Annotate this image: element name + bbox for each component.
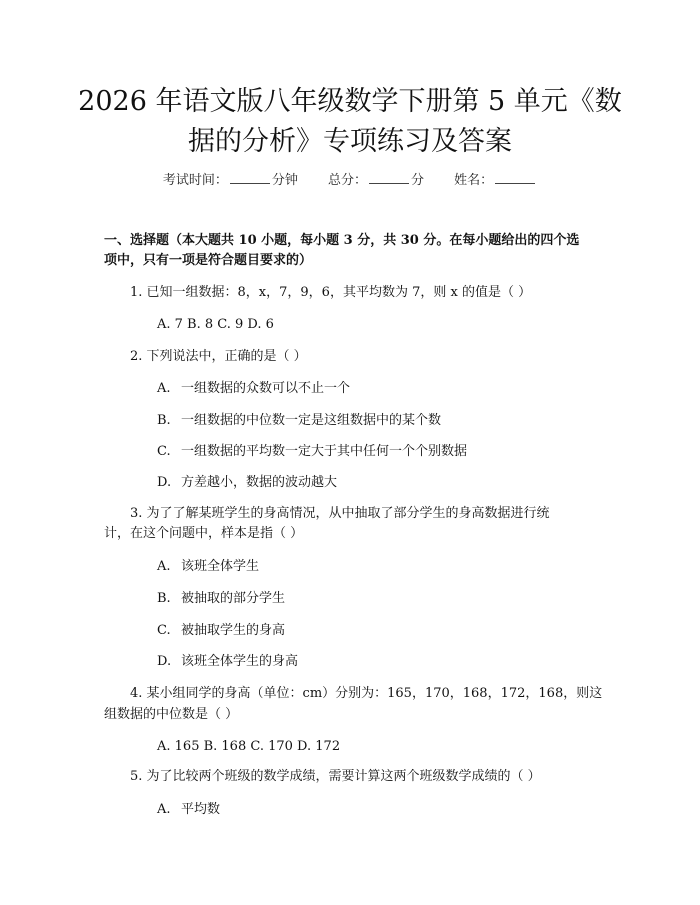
option-label: B. <box>157 591 171 606</box>
question-4-stem-line-2: 组数据的中位数是（ ） <box>104 707 239 722</box>
option-label: A. <box>157 802 171 817</box>
option-text: 一组数据的中位数一定是这组数据中的某个数 <box>181 413 442 428</box>
option-text: 该班全体学生 <box>181 559 260 574</box>
option-text: 该班全体学生的身高 <box>181 654 299 669</box>
exam-name <box>454 173 537 188</box>
option-text: 被抽取学生的身高 <box>181 623 286 638</box>
exam-score-label: 总分： <box>327 173 367 188</box>
exam-info <box>0 169 700 188</box>
question-3-stem-line-1: 3. 为了了解某班学生的身高情况，从中抽取了部分学生的身高数据进行统 <box>130 506 550 521</box>
exam-score <box>328 173 430 188</box>
exam-score-unit: 分 <box>411 173 425 188</box>
option-label: C. <box>157 444 171 459</box>
question-5-stem: 5. 为了比较两个班级的数学成绩，需要计算这两个班级数学成绩的（ ） <box>130 769 541 784</box>
exam-name-label: 姓名： <box>454 173 494 188</box>
question-4-options: A. 165 B. 168 C. 170 D. 172 <box>157 739 341 754</box>
question-2-option-b <box>157 411 441 431</box>
question-2-option-d <box>157 473 337 493</box>
question-1-options: A. 7 B. 8 C. 9 D. 6 <box>157 317 274 332</box>
exam-name-blank <box>495 171 535 184</box>
option-label: A. <box>157 559 171 574</box>
option-label: D. <box>157 654 172 669</box>
question-3-option-b <box>157 589 285 609</box>
exam-score-blank <box>369 171 409 184</box>
option-text: 方差越小，数据的波动越大 <box>181 475 338 490</box>
option-text: 一组数据的众数可以不止一个 <box>181 381 351 396</box>
option-label: A. <box>157 381 171 396</box>
question-4-stem-line-1: 4. 某小组同学的身高（单位：cm）分别为：165，170，168，172，168，则这 <box>130 686 603 701</box>
question-3-stem-line-2: 计，在这个问题中，样本是指（ ） <box>104 526 304 541</box>
question-2-stem: 2. 下列说法中，正确的是（ ） <box>130 349 307 364</box>
section-header-line-2: 项中，只有一项是符合题目要求的） <box>104 253 313 268</box>
option-text: 一组数据的平均数一定大于其中任何一个个别数据 <box>181 444 468 459</box>
option-label: C. <box>157 623 171 638</box>
exam-time-unit: 分钟 <box>271 173 298 188</box>
question-5-option-a <box>157 800 220 820</box>
option-label: D. <box>157 475 172 490</box>
question-2-option-c <box>157 442 467 462</box>
section-header-line-1: 一、选择题（本大题共 10 小题，每小题 3 分，共 30 分。在每小题给出的四个选 <box>104 233 580 248</box>
question-3-option-a <box>157 557 259 577</box>
option-label: B. <box>157 413 171 428</box>
document-title-line-2: 据的分析》专项练习及答案 <box>188 126 512 157</box>
question-2-option-a <box>157 379 350 399</box>
option-text: 平均数 <box>181 802 221 817</box>
exam-time <box>163 173 304 188</box>
document-title-line-1: 2026 年语文版八年级数学下册第 5 单元《数 <box>78 86 622 117</box>
question-3-option-c <box>157 621 285 641</box>
exam-time-blank <box>230 171 270 184</box>
question-3-option-d <box>157 652 298 672</box>
option-text: 被抽取的部分学生 <box>181 591 286 606</box>
question-1-stem: 1. 已知一组数据：8，x，7，9，6，其平均数为 7，则 x 的值是（ ） <box>130 285 532 300</box>
exam-time-label: 考试时间： <box>162 173 228 188</box>
